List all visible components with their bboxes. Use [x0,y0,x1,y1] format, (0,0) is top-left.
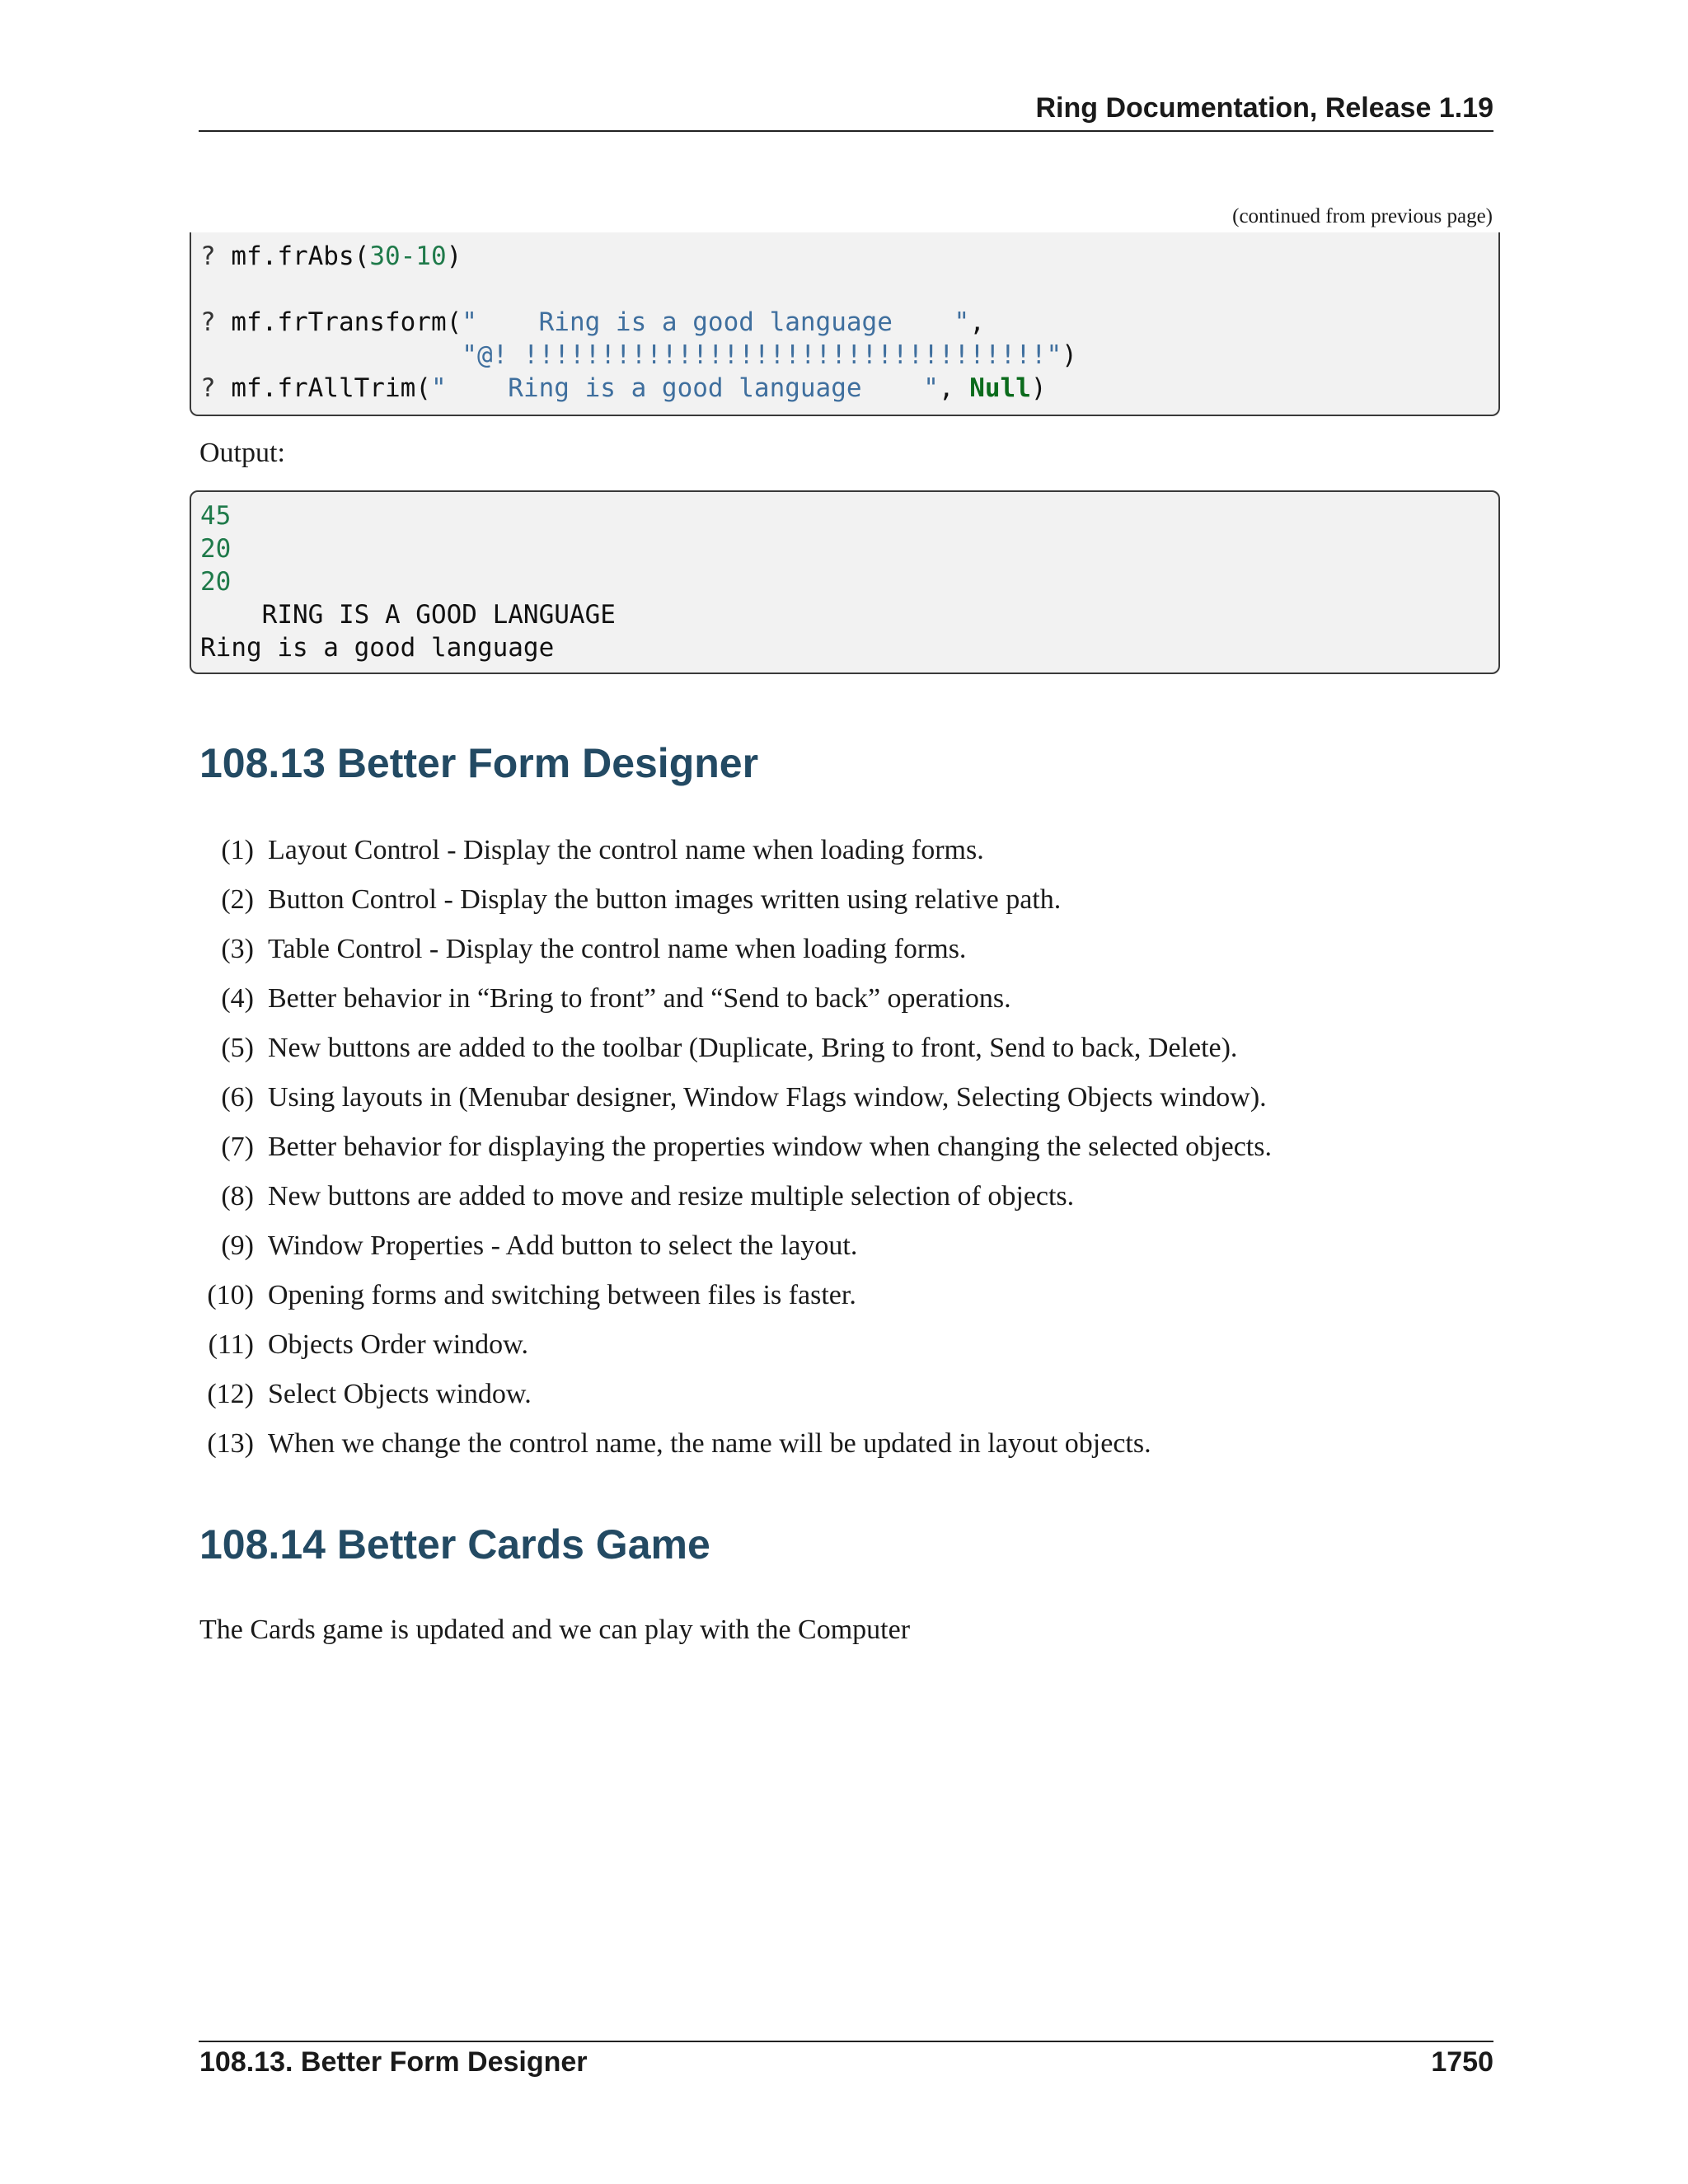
code-indent [200,340,462,370]
footer-rule [199,2041,1493,2042]
list-item [0,1427,1688,1477]
footer-page-number: 1750 [1431,2046,1493,2078]
list-item-text: Button Control - Display the button images written using relative path. [268,884,1062,915]
section-heading-cards-game: 108.14 Better Cards Game [199,1521,710,1568]
code-call: mf.frAllTrim( [231,373,431,403]
code-block-1 [190,232,1500,416]
list-item-text: Objects Order window. [268,1329,528,1360]
cards-game-paragraph: The Cards game is updated and we can play with the Computer [199,1615,911,1645]
list-item-text: Opening forms and switching between files is faster. [268,1280,856,1310]
output-line: 45 [200,501,232,531]
list-marker: (5) [221,1033,254,1063]
code-punct: ) [446,241,462,271]
code-line-1 [200,241,462,271]
list-item-text: New buttons are added to move and resize multiple selection of objects. [268,1181,1075,1212]
section-heading-form-designer: 108.13 Better Form Designer [199,740,759,786]
code-keyword: Null [969,373,1031,403]
list-item-text: New buttons are added to the toolbar (Duplicate, Bring to front, Send to back, Delete). [268,1033,1238,1063]
list-marker: (4) [221,983,254,1014]
code-punct: , [969,307,985,337]
code-prompt: ? [200,307,232,337]
code-string: " Ring is a good language " [430,373,939,403]
list-item [0,1131,1688,1180]
list-marker: (3) [221,934,254,964]
code-number: 30-10 [369,241,447,271]
code-string: "@! !!!!!!!!!!!!!!!!!!!!!!!!!!!!!!!!!!" [462,340,1062,370]
list-item-text: Table Control - Display the control name when loading forms. [268,934,967,964]
list-marker: (7) [221,1132,254,1162]
list-item [0,883,1688,933]
continued-note: (continued from previous page) [1232,205,1493,227]
list-item [0,1378,1688,1427]
list-marker: (12) [207,1379,254,1409]
list-item [0,1032,1688,1081]
list-marker: (6) [221,1082,254,1113]
list-marker: (9) [221,1230,254,1261]
code-string: " Ring is a good language " [462,307,970,337]
output-line: Ring is a good language [200,633,555,663]
list-item [0,1180,1688,1230]
list-marker: (13) [207,1428,254,1459]
output-line: RING IS A GOOD LANGUAGE [200,600,616,630]
code-prompt: ? [200,373,232,403]
code-punct: ) [1030,373,1047,403]
list-marker: (2) [221,884,254,915]
header-title: Ring Documentation, Release 1.19 [1035,92,1493,124]
code-prompt: ? [200,241,232,271]
list-item [0,1329,1688,1378]
code-call: mf.frTransform( [231,307,462,337]
header-rule [199,130,1493,132]
list-marker: (10) [207,1280,254,1310]
list-marker: (8) [221,1181,254,1212]
code-punct: , [938,373,970,403]
output-line: 20 [200,567,232,597]
feature-list [0,834,1688,1477]
list-item [0,1230,1688,1279]
code-punct: ) [1062,340,1077,370]
list-item-text: When we change the control name, the name will be updated in layout objects. [268,1428,1151,1459]
list-item [0,1081,1688,1131]
list-marker: (1) [221,835,254,865]
code-block-2 [190,490,1500,674]
list-item-text: Layout Control - Display the control name when loading forms. [268,835,984,865]
code-line-4 [200,373,1047,403]
list-item [0,1279,1688,1329]
list-item-text: Window Properties - Add button to select the layout. [268,1230,858,1261]
list-item [0,982,1688,1032]
list-item [0,834,1688,883]
list-item-text: Better behavior in “Bring to front” and “Send to back” operations. [268,983,1011,1014]
code-line-3 [200,340,1077,370]
code-call: mf.frAbs( [231,241,370,271]
output-line: 20 [200,534,232,564]
list-item-text: Select Objects window. [268,1379,532,1409]
list-item [0,933,1688,982]
list-marker: (11) [208,1329,254,1360]
list-item-text: Better behavior for displaying the properties window when changing the selected objects. [268,1132,1272,1162]
footer-section-title: 108.13. Better Form Designer [199,2046,588,2078]
output-label: Output: [199,438,285,468]
list-item-text: Using layouts in (Menubar designer, Window Flags window, Selecting Objects window). [268,1082,1267,1113]
code-line-2 [200,307,985,337]
